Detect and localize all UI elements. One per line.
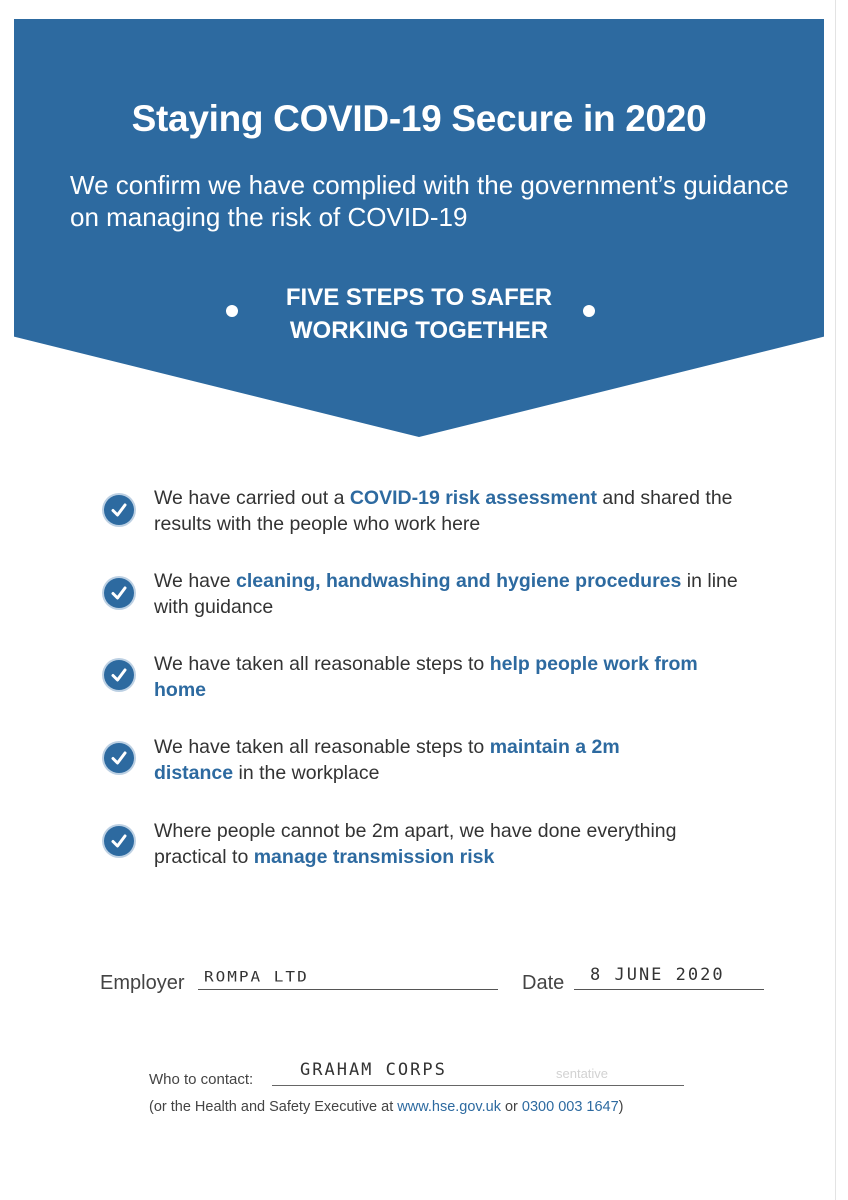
item-highlight: cleaning, handwashing and hygiene procedures bbox=[236, 570, 682, 592]
item-text-before: We have taken all reasonable steps to bbox=[154, 653, 490, 675]
check-circle-icon bbox=[104, 495, 134, 525]
hse-website-link[interactable]: www.hse.gov.uk bbox=[397, 1099, 501, 1115]
contact-faint-text: sentative bbox=[556, 1066, 609, 1081]
page-edge bbox=[835, 0, 836, 1200]
check-circle-icon bbox=[104, 660, 134, 690]
employer-label: Employer bbox=[100, 972, 185, 994]
check-circle-icon bbox=[104, 578, 134, 608]
item-highlight: COVID-19 risk assessment bbox=[349, 487, 597, 509]
right-dot-icon bbox=[583, 305, 595, 317]
item-text-before: We have carried out a bbox=[154, 487, 350, 509]
contact-field-line bbox=[272, 1085, 684, 1086]
checklist-item-text bbox=[154, 568, 754, 620]
item-text-before: We have taken all reasonable steps to bbox=[154, 736, 490, 758]
note-text: or bbox=[500, 1099, 522, 1115]
employer-field[interactable]: ROMPA LTD bbox=[204, 967, 309, 986]
confirmation-statement: We confirm we have complied with the government’s guidance on managing the risk of COVID-19 bbox=[70, 170, 789, 232]
item-text-after: in line with guidance bbox=[154, 570, 738, 618]
hse-contact-note bbox=[149, 1099, 624, 1115]
date-field-line bbox=[574, 989, 764, 990]
checklist-item-text bbox=[154, 485, 754, 537]
item-highlight: maintain a 2m distance bbox=[154, 736, 620, 784]
checklist-item-text bbox=[154, 734, 694, 786]
checklist-item-text bbox=[154, 651, 714, 703]
contact-label: Who to contact: bbox=[149, 1071, 254, 1088]
note-text: (or the Health and Safety Executive at bbox=[149, 1099, 398, 1115]
item-text-after: and shared the results with the people who work here bbox=[154, 487, 733, 535]
date-field[interactable]: 8 JUNE 2020 bbox=[590, 965, 725, 985]
item-highlight: help people work from home bbox=[154, 653, 698, 701]
item-highlight: manage transmission risk bbox=[253, 846, 495, 868]
item-text-before: Where people cannot be 2m apart, we have done everything practical to bbox=[154, 820, 677, 868]
item-text-after: in the workplace bbox=[233, 762, 380, 784]
check-circle-icon bbox=[104, 743, 134, 773]
contact-field[interactable]: GRAHAM CORPS bbox=[300, 1060, 447, 1080]
checklist-item-text bbox=[154, 818, 754, 870]
steps-heading-line2: WORKING TOGETHER bbox=[289, 317, 549, 344]
check-circle-icon bbox=[104, 826, 134, 856]
five-steps-heading bbox=[14, 281, 824, 347]
date-label: Date bbox=[522, 972, 565, 994]
hse-phone-link[interactable]: 0300 003 1647 bbox=[521, 1099, 619, 1115]
note-text: ) bbox=[618, 1099, 624, 1115]
employer-field-line bbox=[198, 989, 498, 990]
page-title: Staying COVID-19 Secure in 2020 bbox=[131, 98, 707, 139]
steps-heading-line1: FIVE STEPS TO SAFER bbox=[285, 284, 553, 311]
item-text-before: We have bbox=[154, 570, 237, 592]
